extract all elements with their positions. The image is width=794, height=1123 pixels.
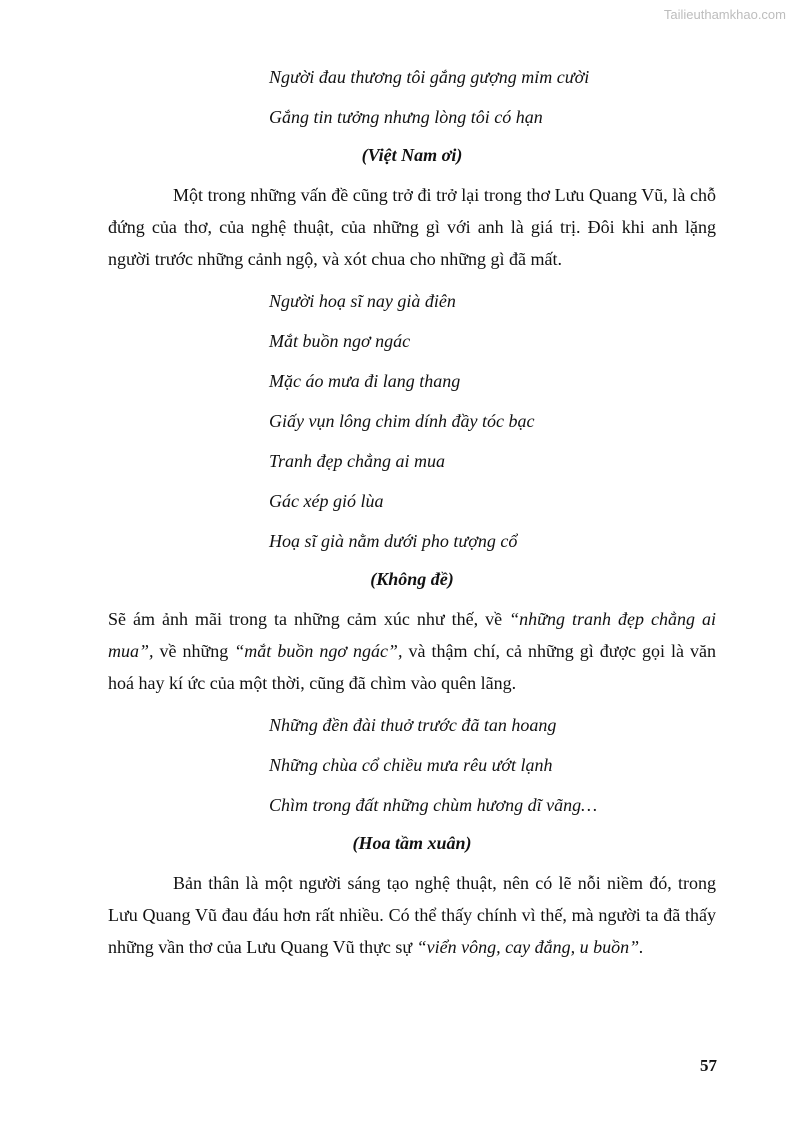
poem-title-hoa-tam-xuan: (Hoa tầm xuân): [352, 833, 472, 853]
verse-line: Người hoạ sĩ nay già điên: [269, 291, 456, 311]
paragraph-text: và thậm chí, cả những gì được gọi là văn hoá hay kí ức của một thời, cũng đã chìm vào quên lãng.: [108, 641, 717, 693]
poem-stanza-1: [108, 57, 716, 137]
paragraph-text: Bản thân là một người sáng tạo nghệ thuật, nên có lẽ nỗi niềm đó, trong Lưu Quang Vũ đau đáu hơn rất nhiều. Có thể thấy chính vì thế, mà người ta đã thấy những vần thơ của Lưu Quang Vũ thực sự: [108, 873, 716, 957]
poem-stanza-3: [108, 705, 716, 825]
verse-line: Những đền đài thuở trước đã tan hoang: [269, 715, 557, 735]
quoted-phrase: “viển vông, cay đắng, u buồn”.: [416, 937, 644, 957]
quoted-phrase: “mắt buồn ngơ ngác”,: [234, 641, 403, 661]
quoted-phrase: “những tranh đẹp chẳng ai mua”,: [108, 609, 716, 661]
watermark-text: Tailieuthamkhao.com: [663, 7, 786, 22]
page-number: 57: [700, 1056, 717, 1075]
poem-stanza-2: [108, 281, 716, 561]
verse-line: Mắt buồn ngơ ngác: [269, 331, 411, 351]
verse-line: Gắng tin tưởng nhưng lòng tôi có hạn: [269, 107, 543, 127]
body-paragraph-1: Một trong những vấn đề cũng trở đi trở lại trong thơ Lưu Quang Vũ, là chỗ đứng của thơ, của nghệ thuật, của những gì với anh là giá trị. Đôi khi anh lặng người trước những cảnh ngộ, và xót chua cho những gì đã mất.: [108, 185, 716, 269]
verse-line: Mặc áo mưa đi lang thang: [269, 371, 461, 391]
verse-line: Chìm trong đất những chùm hương dĩ vãng…: [269, 795, 598, 815]
paragraph-text: về những: [153, 641, 235, 661]
verse-line: Người đau thương tôi gắng gượng mỉm cười: [269, 67, 590, 87]
poem-title-khong-de: (Không đề): [370, 569, 454, 589]
verse-line: Gác xép gió lùa: [269, 491, 384, 511]
body-paragraph-2: [108, 603, 716, 699]
document-page: [108, 57, 716, 969]
verse-line: Những chùa cổ chiều mưa rêu ướt lạnh: [269, 755, 553, 775]
verse-line: Giấy vụn lông chim dính đầy tóc bạc: [269, 411, 535, 431]
verse-line: Tranh đẹp chẳng ai mua: [269, 451, 446, 471]
verse-line: Hoạ sĩ già nằm dưới pho tượng cổ: [269, 531, 518, 551]
body-paragraph-3: [108, 867, 716, 963]
paragraph-text: Sẽ ám ảnh mãi trong ta những cảm xúc như thế, về: [108, 609, 510, 629]
poem-title-viet-nam-oi: (Việt Nam ơi): [361, 145, 463, 165]
